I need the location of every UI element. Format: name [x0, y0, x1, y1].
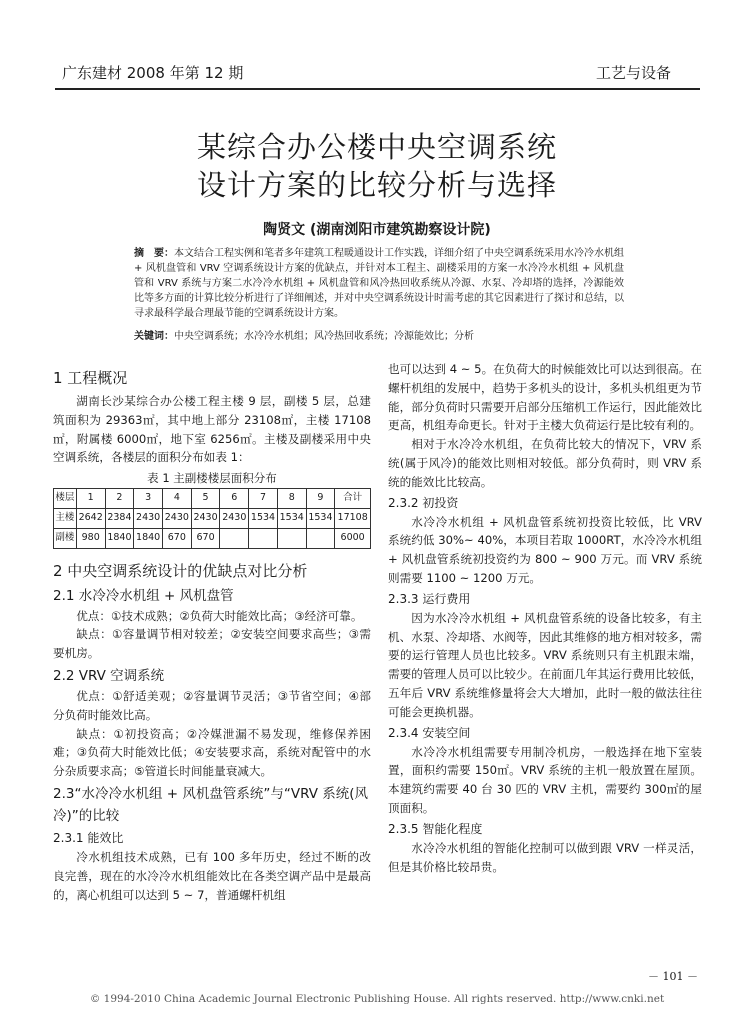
table-cell: 2430	[162, 508, 191, 528]
page-number: － 101 －	[648, 970, 698, 983]
header-rule	[55, 88, 700, 90]
table-header-cell: 6	[220, 489, 249, 509]
table-row	[54, 528, 371, 548]
table-cell	[249, 528, 278, 548]
table-header-cell: 1	[76, 489, 105, 509]
heading-2-3: 2.3“水冷冷水机组 + 风机盘管系统”与“VRV 系统(风冷)”的比较	[53, 785, 369, 824]
author-byline: 陶贤文 (湖南浏阳市建筑勘察设计院)	[263, 222, 491, 238]
floor-area-table	[53, 488, 371, 548]
table-cell: 2430	[220, 508, 249, 528]
abstract-label: 摘 要：	[134, 248, 174, 259]
table-header-cell: 3	[134, 489, 163, 509]
table-cell: 副楼	[54, 528, 77, 548]
paragraph: 因为水冷冷水机组 + 风机盘管系统的设备比较多，有主机、水泵、冷却塔、水阀等，因此其维修的地方相对较多，需要的运行管理人员也比较多。VRV 系统则只有主机跟末端，需要的管理人员可以比较少。在前面几年其运行费用比较低，五年后 VRV 系统维修量将会大大增加，此时一般的做法往往可能会更换机器。	[388, 610, 702, 719]
table-cell: 670	[191, 528, 220, 548]
table-header-cell: 2	[105, 489, 134, 509]
heading-2-3-4: 2.3.4 安装空间	[388, 725, 471, 740]
abstract	[134, 246, 624, 321]
keywords-label: 关键词：	[134, 331, 174, 342]
table-row	[54, 508, 371, 528]
table-cell: 6000	[335, 528, 371, 548]
table-cell: 主楼	[54, 508, 77, 528]
table-header-cell: 8	[277, 489, 306, 509]
table-cell	[277, 528, 306, 548]
journal-name: 广东建材 2008 年第 12 期	[62, 64, 244, 82]
keywords-text: 中央空调系统；水冷冷水机组；风冷热回收系统；冷源能效比；分析	[174, 331, 474, 342]
heading-1: 1 工程概况	[53, 369, 128, 387]
heading-2-2: 2.2 VRV 空调系统	[53, 667, 165, 684]
title-line-1: 某综合办公楼中央空调系统	[196, 130, 557, 164]
title-line-2: 设计方案的比较分析与选择	[196, 168, 557, 202]
table-header-cell: 7	[249, 489, 278, 509]
copyright-footer: © 1994-2010 China Academic Journal Electronic Publishing House. All rights reserved. http://www.cnki.net	[89, 993, 665, 1005]
heading-2-3-5: 2.3.5 智能化程度	[388, 821, 483, 836]
paragraph: 水冷冷水机组 + 风机盘管系统初投资比较低，比 VRV 系统约低 30%~ 40%，本项目若取 1000RT，水冷冷水机组 + 风机盘管系统初投资约为 800 ~ 900 万元。而 VRV 系统则需要 1100 ~ 1200 万元。	[388, 514, 702, 585]
left-column	[53, 360, 371, 904]
table-body	[54, 508, 371, 548]
right-column	[388, 360, 702, 876]
table-cell: 2430	[134, 508, 163, 528]
paragraph: 缺点：①容量调节相对较差；②安装空间要求高些；③需要机房。	[53, 627, 371, 661]
paragraph: 缺点：①初投资高；②冷媒泄漏不易发现，维修保养困难；③负荷大时能效比低；④安装要求高，系统对配管中的水分杂质要求高；⑤管道长时间能量衰减大。	[53, 726, 371, 779]
paragraph: 水冷冷水机组的智能化控制可以做到跟 VRV 一样灵活，但是其价格比较昂贵。	[388, 840, 702, 874]
section-name: 工艺与设备	[596, 64, 672, 82]
table-header-cell: 楼层	[54, 489, 77, 509]
table-cell: 1534	[277, 508, 306, 528]
heading-2-3-3: 2.3.3 运行费用	[388, 591, 471, 606]
table-cell	[220, 528, 249, 548]
heading-2: 2 中央空调系统设计的优缺点对比分析	[53, 561, 308, 580]
abstract-text: 本文结合工程实例和笔者多年建筑工程暖通设计工作实践，详细介绍了中央空调系统采用水冷冷水机组 + 风机盘管和 VRV 空调系统设计方案的优缺点，并针对本工程主、副楼采用的方案一水冷冷水机组 + 风机盘管和 VRV 系统与方案二水冷冷水机组 + 风机盘管和风冷热回收系统从冷源、水泵、冷却塔的选择，冷源能效比等多方面的计算比较分析进行了详细阐述，并对中央空调系统设计时需考虑的其它因素进行了探讨和总结，以寻求最科学最合理最节能的空调系统设计方案。	[134, 248, 624, 319]
table-header-row	[54, 489, 371, 509]
table-cell: 1534	[306, 508, 335, 528]
heading-2-1: 2.1 水冷冷水机组 + 风机盘管	[53, 587, 234, 604]
table-cell: 2642	[76, 508, 105, 528]
table-caption: 表 1 主副楼楼层面积分布	[147, 471, 277, 486]
paragraph: 水冷冷水机组需要专用制冷机房，一般选择在地下室装置，面积约需要 150㎡。VRV 系统的主机一般放置在屋顶。本建筑约需要 40 台 30 匹的 VRV 主机，需要约 300㎡的屋顶面积。	[388, 744, 702, 815]
paragraph: 优点：①舒适美观；②容量调节灵活；③节省空间；④部分负荷时能效比高。	[53, 688, 371, 722]
article-title	[0, 128, 754, 204]
table-cell: 1840	[134, 528, 163, 548]
table-cell: 670	[162, 528, 191, 548]
table-cell: 2384	[105, 508, 134, 528]
table-header-cell: 9	[306, 489, 335, 509]
table-cell: 980	[76, 528, 105, 548]
heading-2-3-2: 2.3.2 初投资	[388, 495, 459, 510]
table-cell	[306, 528, 335, 548]
table-cell: 1840	[105, 528, 134, 548]
heading-2-3-1: 2.3.1 能效比	[53, 830, 124, 845]
table-header-cell: 5	[191, 489, 220, 509]
page-header	[0, 0, 754, 95]
table-cell: 17108	[335, 508, 371, 528]
keywords	[134, 329, 624, 344]
table-header-cell: 合计	[335, 489, 371, 509]
paragraph: 冷水机组技术成熟，已有 100 多年历史，经过不断的改良完善，现在的水冷冷水机组能效比在各类空调产品中是最高的，离心机组可以达到 5 ~ 7，普通螺杆机组	[53, 849, 371, 902]
paragraph: 也可以达到 4 ~ 5。在负荷大的时候能效比可以达到很高。在螺杆机组的发展中，趋势于多机头的设计，多机头机组更为节能，部分负荷时只需要开启部分压缩机工作运行，因此能效比更高，机组寿命更长。针对于主楼大负荷运行是比较有利的。	[388, 362, 702, 433]
paragraph: 相对于水冷冷水机组，在负荷比较大的情况下，VRV 系统(属于风冷)的能效比则相对较低。部分负荷时，则 VRV 系统的能效比比较高。	[388, 437, 702, 489]
paragraph: 优点：①技术成熟；②负荷大时能效比高；③经济可靠。	[76, 608, 363, 623]
table-header-cell: 4	[162, 489, 191, 509]
paragraph: 湖南长沙某综合办公楼工程主楼 9 层，副楼 5 层，总建筑面积为 29363㎡，其中地上部分 23108㎡，主楼 17108㎡，附属楼 6000㎡，地下室 6256㎡。主楼及副楼采用中央空调系统，各楼层的面积分布如表 1：	[53, 394, 371, 465]
table-cell: 1534	[249, 508, 278, 528]
table-cell: 2430	[191, 508, 220, 528]
